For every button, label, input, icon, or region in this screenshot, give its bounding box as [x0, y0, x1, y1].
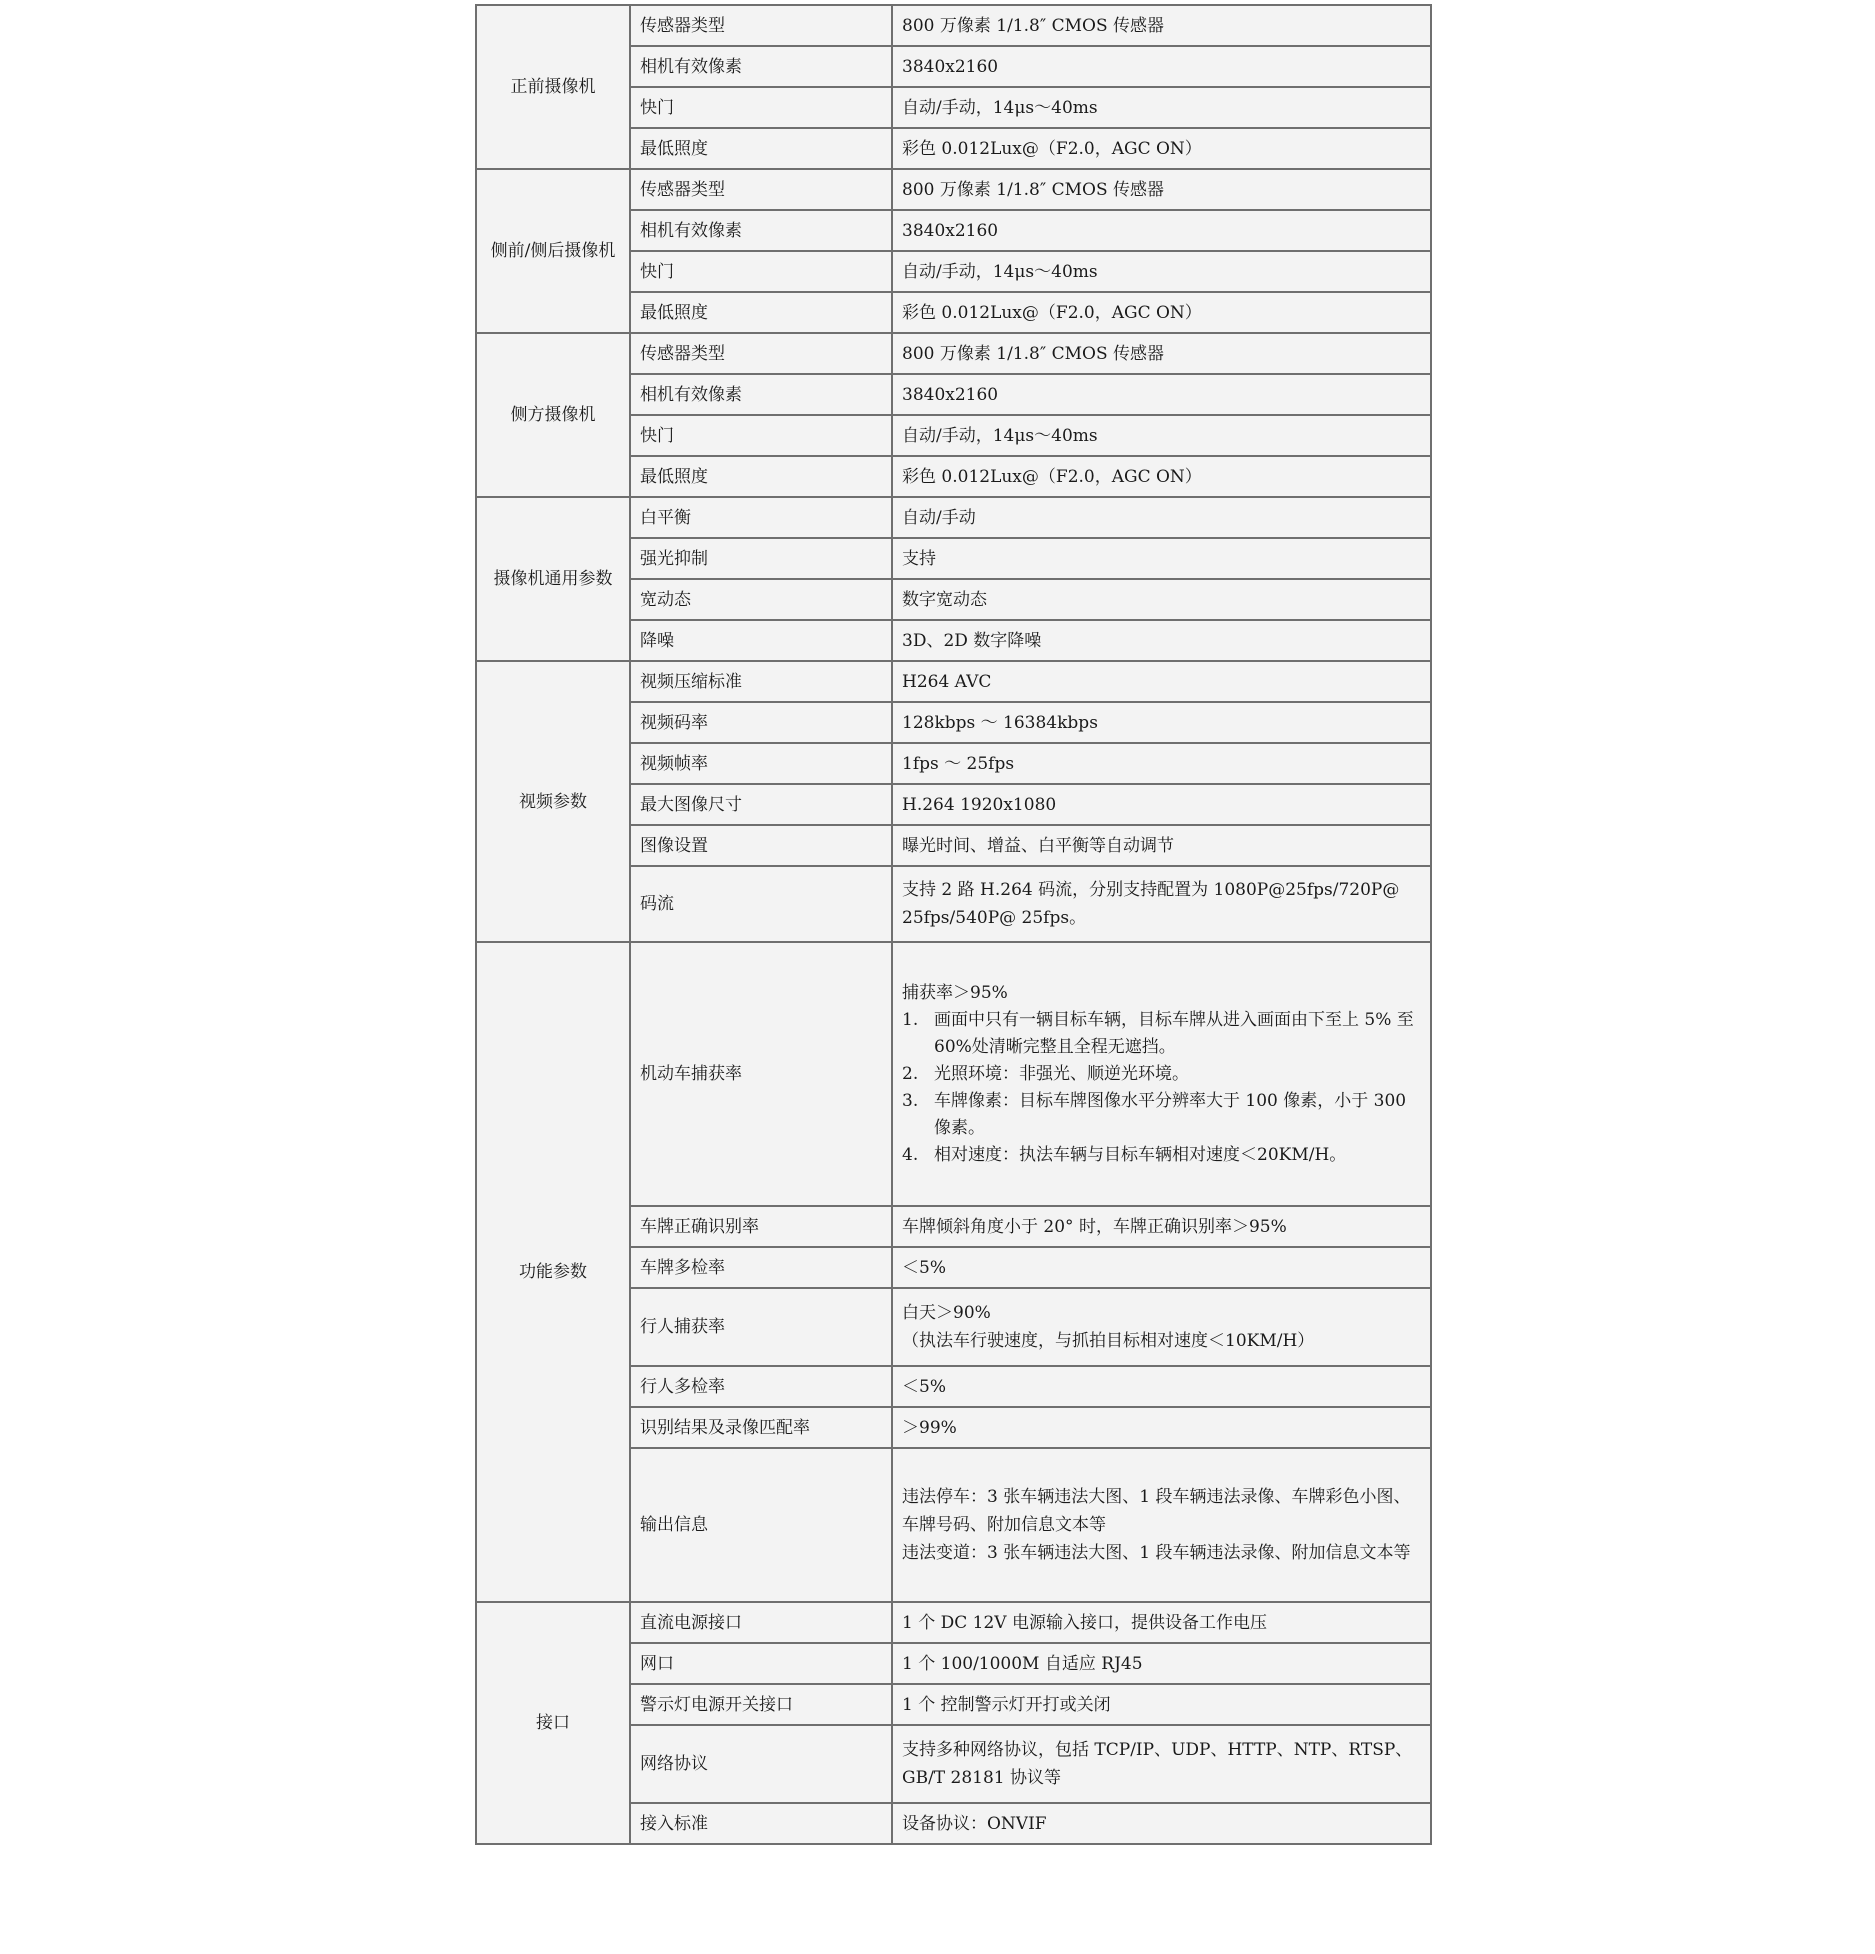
- param-label: 相机有效像素: [630, 210, 892, 251]
- param-label: 输出信息: [630, 1448, 892, 1602]
- param-value: H264 AVC: [892, 661, 1431, 702]
- param-value: 1 个 控制警示灯开打或关闭: [892, 1684, 1431, 1725]
- group-function-params: 功能参数: [476, 942, 630, 1602]
- param-label: 快门: [630, 87, 892, 128]
- param-label: 网口: [630, 1643, 892, 1684]
- param-label: 降噪: [630, 620, 892, 661]
- table-row: [476, 497, 1431, 538]
- param-value: 800 万像素 1/1.8″ CMOS 传感器: [892, 5, 1431, 46]
- param-label: 最大图像尺寸: [630, 784, 892, 825]
- table-row: [476, 5, 1431, 46]
- param-value: 彩色 0.012Lux@（F2.0，AGC ON）: [892, 292, 1431, 333]
- param-label: 传感器类型: [630, 333, 892, 374]
- group-side-front-rear-camera: 侧前/侧后摄像机: [476, 169, 630, 333]
- param-value: 3D、2D 数字降噪: [892, 620, 1431, 661]
- spec-sheet: [475, 4, 1430, 1845]
- param-value: 设备协议：ONVIF: [892, 1803, 1431, 1844]
- param-label: 网络协议: [630, 1725, 892, 1803]
- param-value: ＜5%: [892, 1366, 1431, 1407]
- param-value-capture: [892, 942, 1431, 1206]
- table-row: [476, 661, 1431, 702]
- param-value-ped-capture: 白天＞90% （执法车行驶速度，与抓拍目标相对速度＜10KM/H）: [892, 1288, 1431, 1366]
- param-label: 车牌正确识别率: [630, 1206, 892, 1247]
- param-label: 警示灯电源开关接口: [630, 1684, 892, 1725]
- group-interfaces: 接口: [476, 1602, 630, 1844]
- param-value: 自动/手动，14μs～40ms: [892, 415, 1431, 456]
- list-item: 4. 相对速度：执法车辆与目标车辆相对速度＜20KM/H。: [902, 1144, 1347, 1165]
- param-label: 码流: [630, 866, 892, 942]
- param-label: 视频码率: [630, 702, 892, 743]
- param-label: 车牌多检率: [630, 1247, 892, 1288]
- table-row: [476, 1602, 1431, 1643]
- table-row: [476, 169, 1431, 210]
- param-label: 行人多检率: [630, 1366, 892, 1407]
- param-value: 3840x2160: [892, 374, 1431, 415]
- param-label: 传感器类型: [630, 169, 892, 210]
- param-value: 800 万像素 1/1.8″ CMOS 传感器: [892, 333, 1431, 374]
- param-label: 强光抑制: [630, 538, 892, 579]
- table-row: [476, 333, 1431, 374]
- group-side-camera: 侧方摄像机: [476, 333, 630, 497]
- param-value: ＞99%: [892, 1407, 1431, 1448]
- param-value: 曝光时间、增益、白平衡等自动调节: [892, 825, 1431, 866]
- list-item: 1. 画面中只有一辆目标车辆，目标车牌从进入画面由下至上 5% 至 60%处清晰完整且全程无遮挡。: [902, 1009, 1414, 1057]
- param-label: 相机有效像素: [630, 374, 892, 415]
- param-label: 最低照度: [630, 128, 892, 169]
- param-value: 自动/手动，14μs～40ms: [892, 87, 1431, 128]
- param-value: 3840x2160: [892, 46, 1431, 87]
- param-value: 1 个 100/1000M 自适应 RJ45: [892, 1643, 1431, 1684]
- param-label: 直流电源接口: [630, 1602, 892, 1643]
- param-label: 识别结果及录像匹配率: [630, 1407, 892, 1448]
- param-value: 1 个 DC 12V 电源输入接口，提供设备工作电压: [892, 1602, 1431, 1643]
- param-value: 支持 2 路 H.264 码流，分别支持配置为 1080P@25fps/720P@ 25fps/540P@ 25fps。: [892, 866, 1431, 942]
- param-value: 1fps ～ 25fps: [892, 743, 1431, 784]
- param-value: H.264 1920x1080: [892, 784, 1431, 825]
- param-value: 800 万像素 1/1.8″ CMOS 传感器: [892, 169, 1431, 210]
- param-value: ＜5%: [892, 1247, 1431, 1288]
- param-label: 接入标准: [630, 1803, 892, 1844]
- list-item: 2. 光照环境：非强光、顺逆光环境。: [902, 1063, 1189, 1084]
- spec-table: [475, 4, 1432, 1845]
- param-label: 行人捕获率: [630, 1288, 892, 1366]
- param-label: 传感器类型: [630, 5, 892, 46]
- param-label: 快门: [630, 251, 892, 292]
- param-value: 彩色 0.012Lux@（F2.0，AGC ON）: [892, 128, 1431, 169]
- param-value: 支持多种网络协议，包括 TCP/IP、UDP、HTTP、NTP、RTSP、GB/T 28181 协议等: [892, 1725, 1431, 1803]
- capture-headline: 捕获率＞95%: [902, 982, 1008, 1003]
- param-label: 白平衡: [630, 497, 892, 538]
- param-label: 最低照度: [630, 456, 892, 497]
- group-front-camera: 正前摄像机: [476, 5, 630, 169]
- param-label: 宽动态: [630, 579, 892, 620]
- param-label: 快门: [630, 415, 892, 456]
- param-label: 最低照度: [630, 292, 892, 333]
- param-label: 视频帧率: [630, 743, 892, 784]
- param-value: 128kbps ～ 16384kbps: [892, 702, 1431, 743]
- param-value: 车牌倾斜角度小于 20° 时，车牌正确识别率＞95%: [892, 1206, 1431, 1247]
- param-label: 机动车捕获率: [630, 942, 892, 1206]
- param-value: 数字宽动态: [892, 579, 1431, 620]
- param-value: 自动/手动: [892, 497, 1431, 538]
- param-label: 视频压缩标准: [630, 661, 892, 702]
- param-value: 彩色 0.012Lux@（F2.0，AGC ON）: [892, 456, 1431, 497]
- param-label: 图像设置: [630, 825, 892, 866]
- param-value-output: 违法停车：3 张车辆违法大图、1 段车辆违法录像、车牌彩色小图、车牌号码、附加信息文本等 违法变道：3 张车辆违法大图、1 段车辆违法录像、附加信息文本等: [892, 1448, 1431, 1602]
- param-value: 3840x2160: [892, 210, 1431, 251]
- param-value: 支持: [892, 538, 1431, 579]
- group-video-params: 视频参数: [476, 661, 630, 942]
- param-label: 相机有效像素: [630, 46, 892, 87]
- group-camera-general: 摄像机通用参数: [476, 497, 630, 661]
- param-value: 自动/手动，14μs～40ms: [892, 251, 1431, 292]
- table-row: [476, 942, 1431, 1206]
- list-item: 3. 车牌像素：目标车牌图像水平分辨率大于 100 像素，小于 300 像素。: [902, 1090, 1407, 1138]
